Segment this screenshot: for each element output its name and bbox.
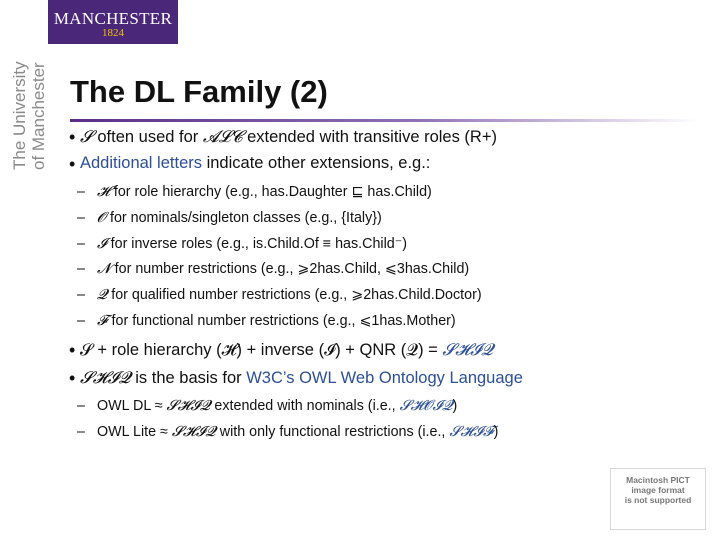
- bullet-dot: •: [69, 127, 76, 147]
- owl-subitem: – OWL Lite ≈ 𝓢𝓗𝓘𝓠 with only functional restrictions (i.e., 𝓢𝓗𝓘𝓕): [77, 424, 499, 440]
- bullet-text: indicate other extensions, e.g.:: [202, 154, 431, 172]
- owl-link[interactable]: W3C’s OWL Web Ontology Language: [246, 369, 523, 387]
- subitem-symbol: 𝓞: [97, 210, 107, 226]
- bullet-symbol: 𝓢𝓗𝓘𝓠: [80, 368, 131, 387]
- subitem-symbol: 𝓕: [97, 313, 108, 329]
- logo-name: MANCHESTER: [53, 9, 173, 28]
- subitem-symbol: 𝓗: [97, 184, 110, 200]
- title-underline: [70, 119, 700, 122]
- subitem-symbol: 𝓠: [97, 287, 108, 303]
- subitem: – 𝓘 for inverse roles (e.g., is.Child.Of ≡ has.Child⁻): [77, 236, 408, 252]
- bullet-2: [69, 154, 431, 174]
- bullet-1: [69, 127, 497, 147]
- slide-title: The DL Family (2): [70, 74, 328, 109]
- bullet-dot: •: [69, 154, 76, 174]
- bullet-text: often used for: [92, 128, 203, 146]
- subitem-text: for qualified number restrictions (e.g., ⩾2has.Child.Doctor): [107, 287, 482, 303]
- logo-year: 1824: [102, 27, 124, 39]
- subitem-text: for functional number restrictions (e.g., ⩽1has.Mother): [107, 313, 456, 329]
- bullet-text: 𝓢 + role hierarchy (𝓗) + inverse (𝓘) + QNR (𝓠) =: [80, 341, 443, 359]
- subitem-text: for inverse roles (e.g., is.Child.Of ≡ has.Child⁻): [106, 236, 408, 252]
- subitem-text: for nominals/singleton classes (e.g., {Italy}): [106, 210, 382, 226]
- subitem-text: for number restrictions (e.g., ⩾2has.Child, ⩽3has.Child): [110, 261, 470, 277]
- subitem-text: for role hierarchy (e.g., has.Daughter ⊑ has.Child): [109, 184, 432, 200]
- bullet-text: extended with transitive roles (R+): [242, 128, 497, 146]
- subitem: – 𝓗 for role hierarchy (e.g., has.Daughter ⊑ has.Child): [77, 184, 432, 200]
- bullet-dot: •: [69, 368, 76, 388]
- bullet-4: [69, 368, 523, 388]
- bullet-symbol: 𝓐𝓛𝓒: [202, 127, 243, 146]
- vertical-brand: [10, 0, 54, 170]
- brand-line-2: of Manchester: [29, 62, 48, 170]
- bullet-symbol: 𝓢: [80, 127, 93, 146]
- bullet-text: is the basis for: [130, 369, 247, 387]
- bullet-highlight: Additional letters: [80, 154, 202, 172]
- subitem: – 𝓞 for nominals/singleton classes (e.g., {Italy}): [77, 210, 382, 226]
- university-logo: [48, 0, 178, 44]
- subitem: – 𝓠 for qualified number restrictions (e.g., ⩾2has.Child.Doctor): [77, 287, 482, 303]
- subitem-symbol: 𝓘: [97, 236, 107, 252]
- bullet-3: [69, 340, 494, 360]
- brand-line-1: The University: [10, 61, 29, 170]
- subitem-symbol: 𝓝: [97, 261, 111, 277]
- subitem: – 𝓝 for number restrictions (e.g., ⩾2has.Child, ⩽3has.Child): [77, 261, 470, 277]
- subitem: – 𝓕 for functional number restrictions (e.g., ⩽1has.Mother): [77, 313, 456, 329]
- unsupported-image-placeholder: Macintosh PICT image format is not supported: [610, 468, 706, 530]
- owl-subitem: – OWL DL ≈ 𝓢𝓗𝓘𝓠 extended with nominals (i.e., 𝓢𝓗𝓞𝓘𝓠): [77, 398, 458, 414]
- bullet-highlight: 𝓢𝓗𝓘𝓠: [442, 340, 494, 359]
- bullet-dot: •: [69, 340, 76, 360]
